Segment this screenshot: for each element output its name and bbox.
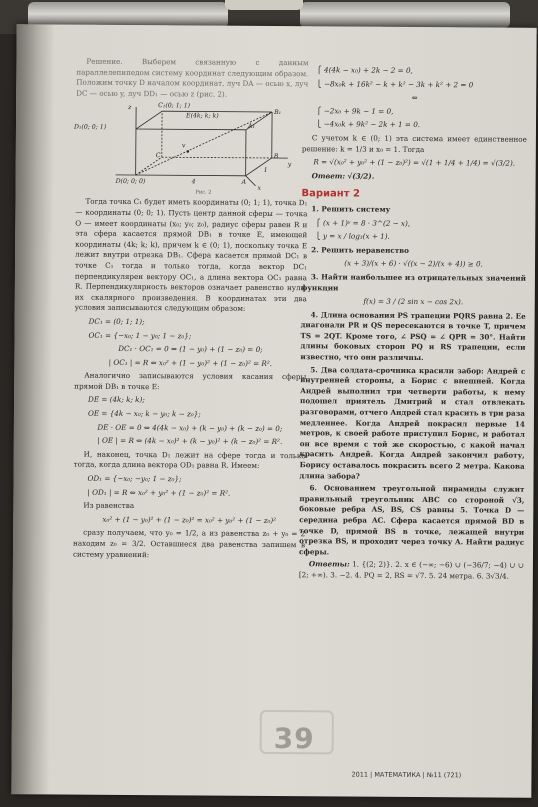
page-footer: 2011 | МАТЕМАТИКА | №11 (721) (351, 770, 462, 780)
edge-da (136, 175, 246, 176)
formula-oe-length: | OE | = R ⇔ (4k − x₀)² + (k − y₀)² + (k − z₀)² = R². (97, 436, 283, 447)
label-x: x (257, 185, 262, 193)
label-b: B (273, 153, 279, 161)
system-line-4: ⎩ −4x₀k + 9k² − 2k + 1 = 0. (315, 119, 421, 130)
label-a1: A₁ (247, 123, 255, 131)
label-y: y (287, 161, 292, 169)
formula-equality: x₀² + (1 − y₀)² + (1 − z₀)² = x₀² + y₀² + (1 − z₀)² (102, 514, 277, 525)
variant-heading: Вариант 2 (301, 188, 360, 200)
solution-paragraph-1: Тогда точка C₁ будет иметь координаты (0; 1; 1), точка D₁ — координаты (0; 0; 1). Пусть центр данной сферы — точка O — имеет координаты (x₀; y₀; z₀), радиус сферы равен R и эта сфера касается прямой DB₁ в точке E, имеющей координаты (4k; k; k), причем k ∈ (0; 1), поскольку точка E лежит внутри отрезка DB₁. Сфера касается прямой DC₁ в точке C₁ тогда и только тогда, когда вектор DC₁ перпендикулярен вектору OC₁, а длина вектора OC₁ равна R. Перпендикулярность векторов означает равенство нулю их скалярного произведения. В координатах эти два условия записываются следующим образом: (74, 197, 308, 314)
system-line-2: ⎩ −8x₀k + 16k² − k + k² − 3k + k² + 2 = 0 (316, 78, 474, 89)
parallelepiped-diagram (73, 101, 297, 196)
page-shadow (11, 24, 54, 794)
axis-x (246, 176, 256, 186)
right-column (299, 62, 528, 584)
task-1-eq-1: ⎧ (x + 1)ʸ = 8 · 3^(2 − x), (315, 217, 411, 228)
label-e: E(4k; k; k) (186, 112, 219, 120)
formula-od1: OD₁ = {−x₀; −y₀; 1 − z₀}; (87, 473, 182, 484)
formula-de: DE = (4k; k; k); (88, 395, 145, 405)
system-line-3: ⎧ −2x₀ + 9k − 1 = 0, (316, 106, 394, 116)
solution-paragraph-4: Из равенства (83, 500, 135, 511)
label-a: A (241, 179, 247, 187)
system-equivalence: ⇔ (411, 93, 418, 103)
formula-de-dot-oe: DE · OE = 0 ⇔ 4(4k − x₀) + (k − y₀) + (k − z₀) = 0; (97, 422, 283, 433)
binder-tab (225, 0, 303, 10)
edge-d1a1 (136, 129, 246, 130)
label-four: 4 (191, 178, 196, 186)
task-3: 3. Найти наибольшее из отрицательных значений функции (300, 272, 526, 292)
answers-label: Ответы: (308, 559, 350, 569)
label-d: D(0; 0; 0) (115, 178, 146, 186)
label-b1: B₁ (274, 109, 282, 117)
task-6: 6. Основанием треугольной пирамиды служит правильный треугольник ABC со стороной √3, боковые ребра AS, BS, CS равны 5. Точка D — середина ребра AC. Сфера касается прямой BD в точке D, прямой BS в точке, лежащей внутри отрезка BS, и проходит через точку A. Найти радиус сферы. (298, 483, 525, 557)
label-c: C (155, 152, 161, 160)
formula-dc1: DC₁ = (0; 1; 1); (88, 316, 145, 327)
task-3-function: f(x) = 3 / (2 sin x − cos 2x). (363, 296, 464, 307)
label-v: v (181, 142, 186, 150)
figure-caption: Рис. 2 (195, 189, 212, 196)
solution-paragraph-5: сразу получаем, что y₀ = 1/2, а из равенства z₀ + y₀ = 2 находим z₀ = 3/2. Оставшиеся два равенства запишем в систему уравнений: (72, 528, 306, 559)
system-line-1: ⎧ 4(4k − x₀) + 2k − 2 = 0, (316, 65, 413, 75)
answer-line: Ответ: √(3/2). (311, 171, 375, 181)
binder-ring-right (300, 2, 510, 28)
task-2-inequality: (x + 3)/(x + 6) · √((x − 2)/(x + 4)) ≥ 0. (344, 258, 483, 269)
answers-block (299, 560, 524, 583)
label-c1: C₁(0; 1; 1) (158, 102, 191, 110)
task-2: 2. Решить неравенство (311, 244, 410, 255)
task-5: 5. Два солдата-срочника красили забор: Андрей с внутренней стороны, а Борис с внешней. Когда Андрей выполнил три четверти работы, к нему подошел приятель Дмитрий и стал отвлекать разговорами, отчего Андрей стал красить в три раза медленнее. Когда Андрей покрасил первые 14 метров, к своей работе приступил Борис, и работал он все время с той же скоростью, с какой начал красить Андрей. Когда Андрей закончил работу, Борису оставалось покрасить всего 2 метра. Какова длина забора? (299, 364, 526, 481)
edge-ab (246, 158, 272, 176)
label-one: 1 (263, 167, 268, 175)
answers-text: 1. {(2; 2)}. 2. x ∈ (−∞; −6) ∪ (−36/7; −4) ∪ ∪ [2; +∞). 3. −2. 4. PQ = 2, RS = √7. 5. 24 метра. 6. 3√3/4. (298, 559, 524, 581)
magazine-page (11, 24, 536, 798)
task-1-eq-2: ⎩ y = x / log₃(x + 1). (315, 231, 390, 241)
point-e (186, 150, 189, 153)
task-4: 4. Длина основания PS трапеции PQRS равна 2. Ее диагонали PR и QS пересекаются в точке T, причем TS = 2QT. Кроме того, ∠ PSQ = ∠ QPR = 30°. Найти длины боковых сторон PQ и RS трапеции, если известно, что они различны. (300, 309, 526, 363)
edge-d1c1 (136, 111, 162, 129)
formula-od1-length: | OD₁ | = R ⇔ x₀² + y₀² + (1 − z₀)² = R². (87, 487, 231, 498)
formula-oe: OE = {4k − x₀; k − y₀; k − z₀}; (87, 408, 201, 419)
formula-oc1: OC₁ = {−x₀; 1 − y₀; 1 − z₀}; (88, 330, 192, 340)
label-d1: D₁(0; 0; 1) (73, 123, 107, 132)
solution-intro: Решение. Выберем связанную с данным параллелепипедом систему координат следующим образом. Положим точку D началом координат, луч DA — осью x, луч DC — осью y, луч DD₁ — осью z (рис. 2). (76, 56, 309, 99)
solution-paragraph-2: Аналогично записываются условия касания сферы прямой DB₁ в точке E: (74, 370, 307, 392)
solution-paragraph-3: И, наконец, точка D₁ лежит на сфере тогда и только тогда, когда длина вектора OD₁ равна R. Имеем: (73, 449, 306, 471)
task-1: 1. Решить систему (311, 204, 391, 214)
page-number: 39 (273, 722, 315, 756)
formula-dc1-dot-oc1: DC₁ · OC₁ = 0 ⇔ (1 − y₀) + (1 − z₀) = 0; (118, 344, 263, 355)
left-column (73, 57, 309, 564)
label-z: z (128, 104, 132, 112)
formula-radius: R = √(x₀² + y₀² + (1 − z₀)²) = √(1 + 1/4 + 1/4) = √(3/2). (313, 157, 516, 168)
solution-conclusion: С учетом k ∈ (0; 1) эта система имеет единственное решение: k = 1/3 и x₀ = 1. Тогда (301, 133, 527, 154)
edge-cb (162, 158, 272, 159)
formula-oc1-length: | OC₁ | = R ⇔ x₀² + (1 − y₀)² + (1 − z₀)² = R². (108, 357, 273, 368)
